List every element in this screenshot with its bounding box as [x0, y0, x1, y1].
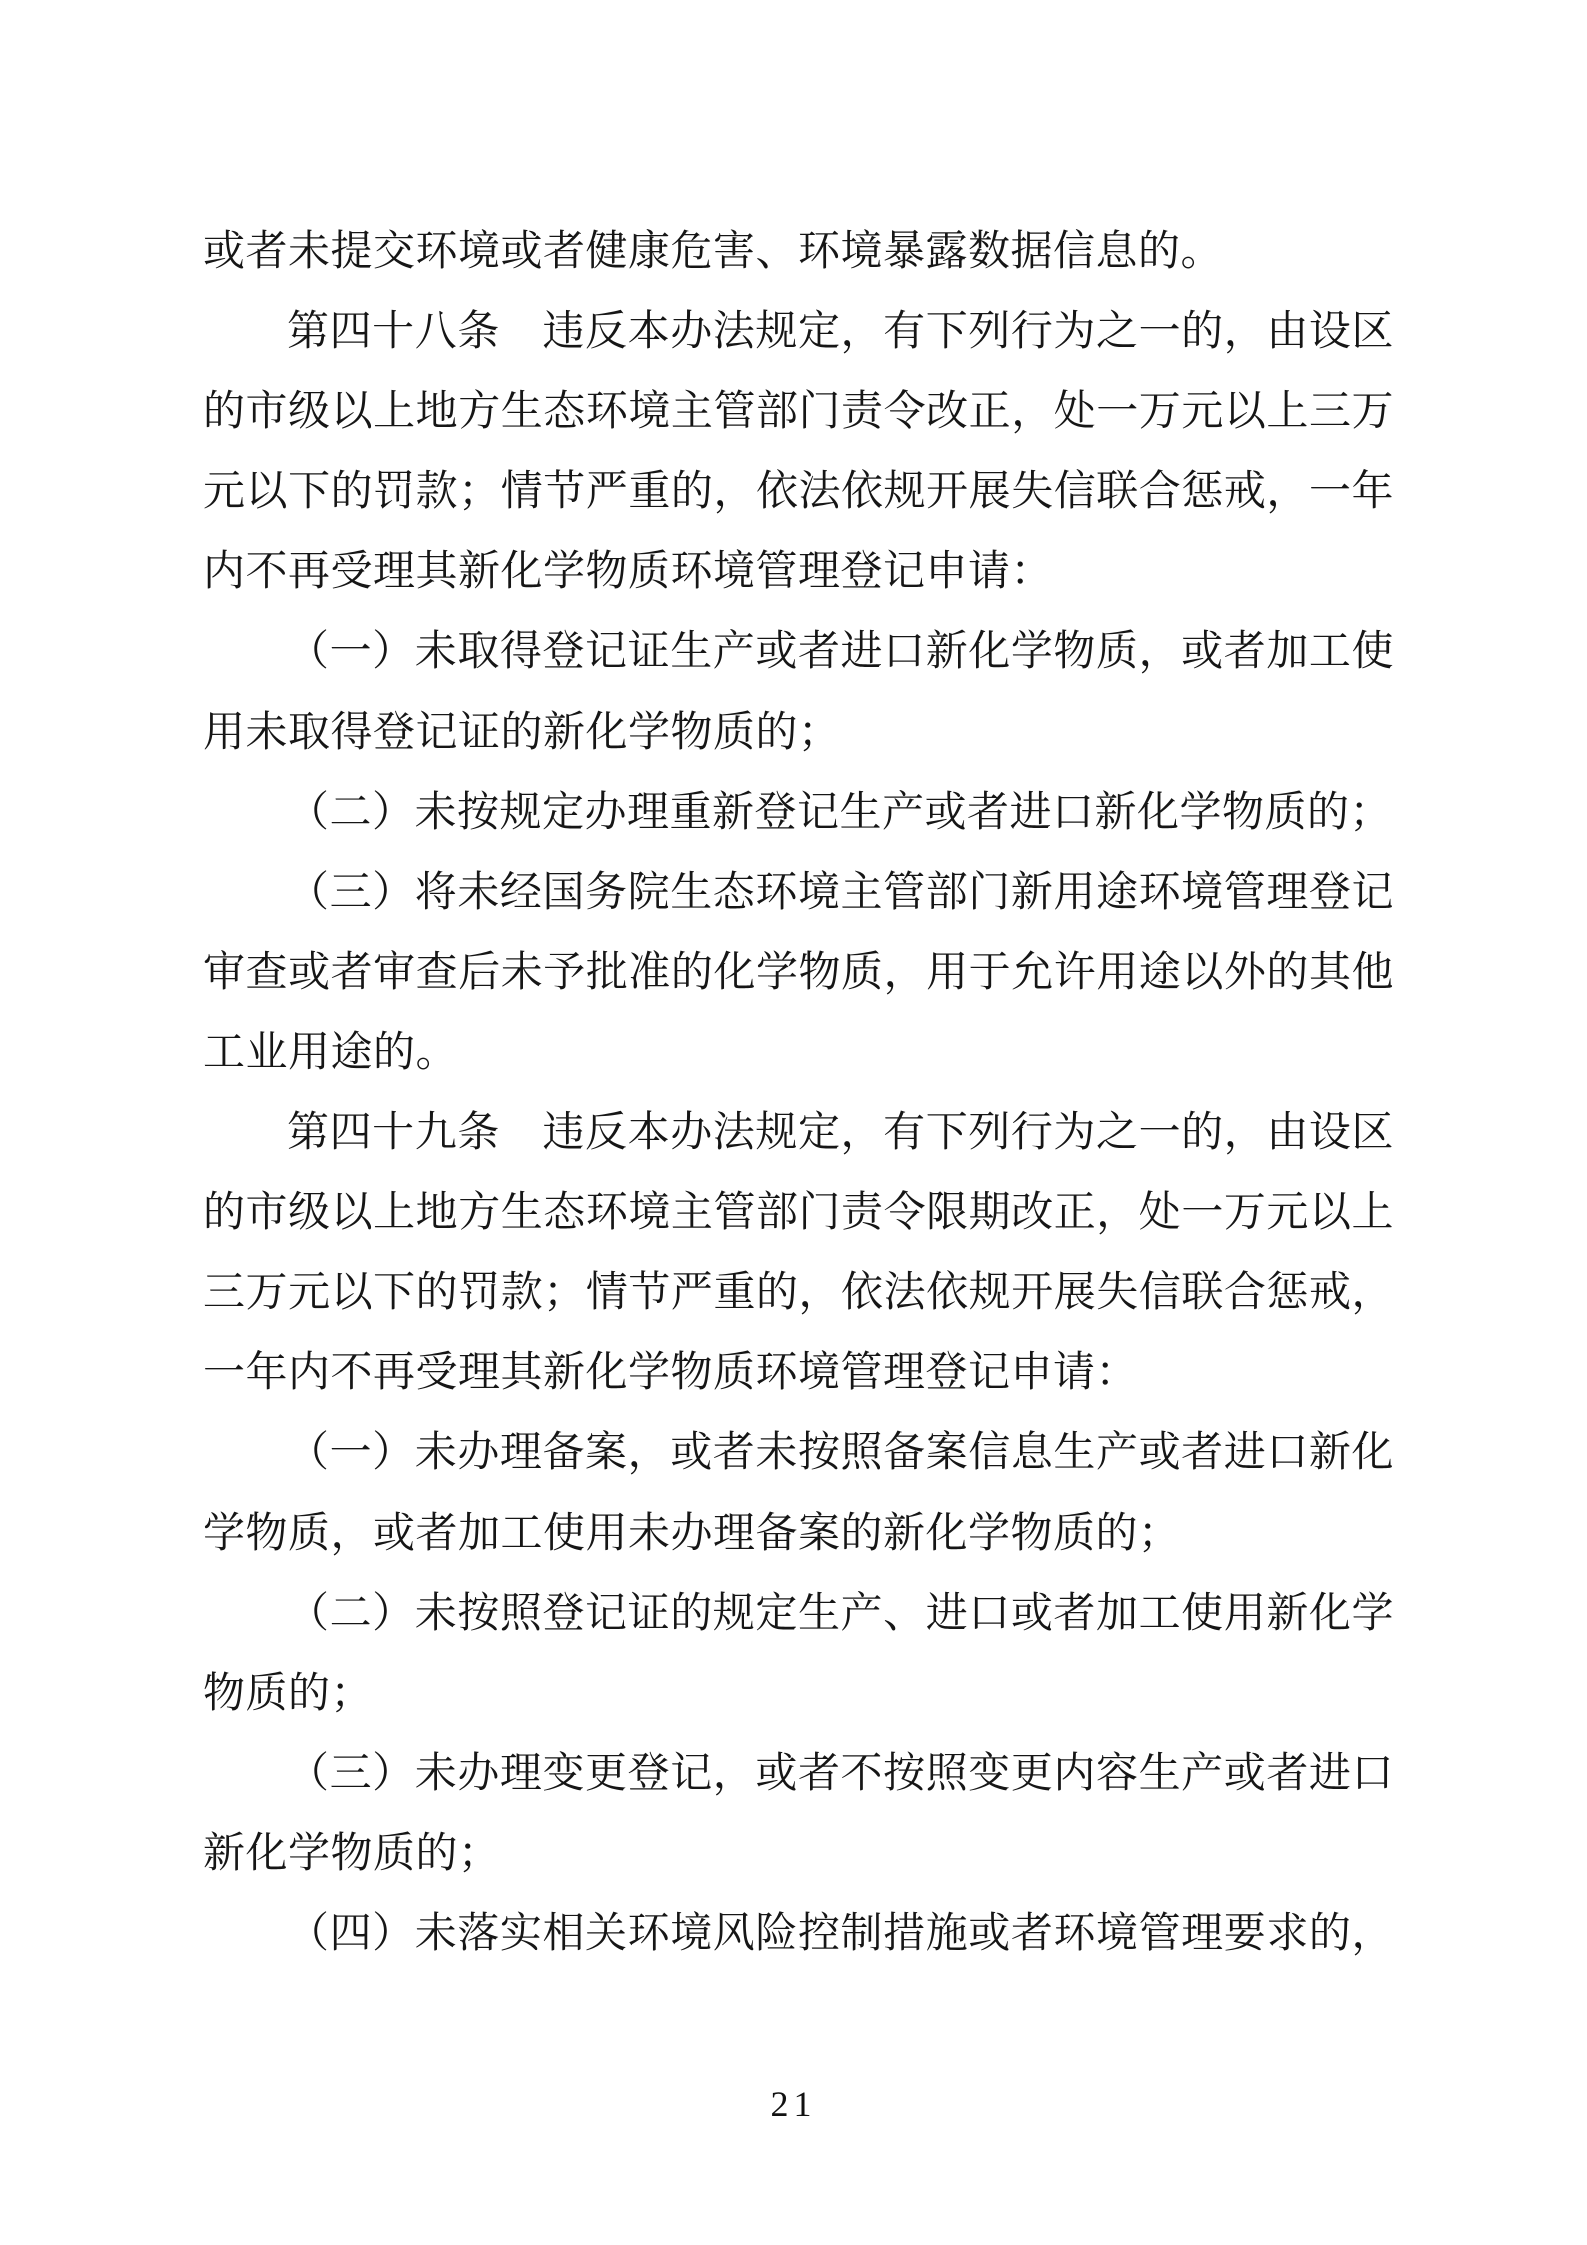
document-line: （一）未办理备案，或者未按照备案信息生产或者进口新化	[287, 1430, 1394, 1477]
document-line: 元以下的罚款；情节严重的，依法依规开展失信联合惩戒，一年	[203, 469, 1394, 516]
document-line: 三万元以下的罚款；情节严重的，依法依规开展失信联合惩戒，	[203, 1270, 1394, 1317]
document-line: 的市级以上地方生态环境主管部门责令改正，处一万元以上三万	[203, 389, 1394, 436]
document-line: 的市级以上地方生态环境主管部门责令限期改正，处一万元以上	[203, 1190, 1394, 1237]
document-line: （四）未落实相关环境风险控制措施或者环境管理要求的，	[287, 1910, 1394, 1957]
document-line: （三）未办理变更登记，或者不按照变更内容生产或者进口	[287, 1750, 1394, 1797]
document-line: 物质的；	[203, 1670, 374, 1717]
document-text-block	[203, 212, 1394, 1974]
document-line: （二）未按规定办理重新登记生产或者进口新化学物质的；	[287, 789, 1393, 836]
document-line: 新化学物质的；	[203, 1830, 501, 1877]
document-line: 内不再受理其新化学物质环境管理登记申请：	[203, 549, 1054, 596]
document-line: 一年内不再受理其新化学物质环境管理登记申请：	[203, 1350, 1139, 1397]
page-number: 21	[770, 2084, 817, 2124]
document-line: （一）未取得登记证生产或者进口新化学物质，或者加工使	[287, 629, 1394, 676]
document-line: 审查或者审查后未予批准的化学物质，用于允许用途以外的其他	[203, 949, 1394, 996]
document-line: 用未取得登记证的新化学物质的；	[203, 709, 841, 756]
document-line: （二）未按照登记证的规定生产、进口或者加工使用新化学	[287, 1590, 1394, 1637]
document-line: 第四十九条 违反本办法规定，有下列行为之一的，由设区	[287, 1110, 1394, 1157]
document-line: （三）将未经国务院生态环境主管部门新用途环境管理登记	[287, 869, 1394, 916]
document-line: 或者未提交环境或者健康危害、环境暴露数据信息的。	[203, 229, 1224, 275]
document-line: 第四十八条 违反本办法规定，有下列行为之一的，由设区	[287, 309, 1394, 356]
document-line: 学物质，或者加工使用未办理备案的新化学物质的；	[203, 1510, 1181, 1557]
document-line: 工业用途的。	[203, 1029, 459, 1076]
